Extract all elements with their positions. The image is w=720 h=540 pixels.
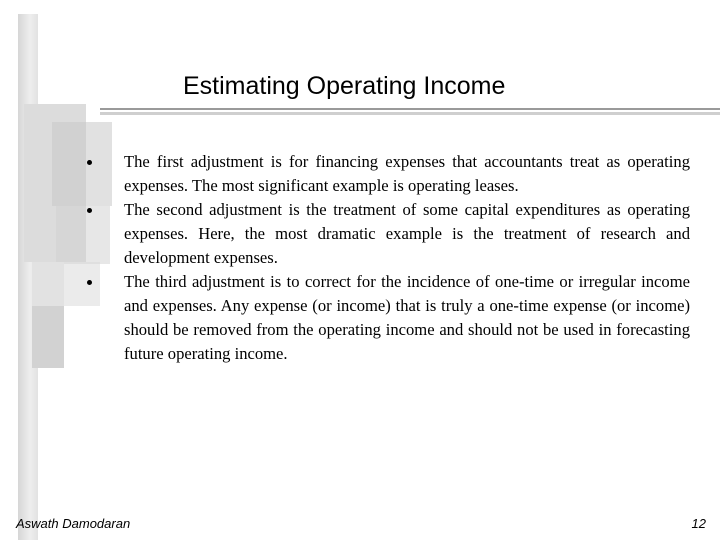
bullet-text: The first adjustment is for financing expenses that accountants treat as operating expenses. The most significant example is operating leases.: [124, 152, 690, 195]
bullet-text: The third adjustment is to correct for the incidence of one-time or irregular income and expenses. Any expense (or income) that is truly a one-time expense (or income) should be removed from the operating income and should not be used in forecasting future operating income.: [124, 272, 690, 363]
bullet-item: [84, 270, 690, 366]
bullet-icon: [87, 208, 92, 213]
title-divider: [100, 108, 720, 110]
bullet-item: [84, 198, 690, 270]
decorative-block: [32, 306, 64, 368]
decorative-block: [32, 262, 64, 306]
footer-author: Aswath Damodaran: [16, 516, 131, 531]
bullet-item: [84, 150, 690, 198]
bullet-list: [84, 150, 690, 366]
slide-title: Estimating Operating Income: [183, 72, 506, 100]
title-divider-shadow: [100, 112, 720, 115]
bullet-icon: [87, 280, 92, 285]
bullet-icon: [87, 160, 92, 165]
page-number: 12: [691, 516, 706, 531]
bullet-text: The second adjustment is the treatment of some capital expenditures as operating expenses. Here, the most dramatic example is the treatment of research and development expenses.: [124, 200, 690, 267]
